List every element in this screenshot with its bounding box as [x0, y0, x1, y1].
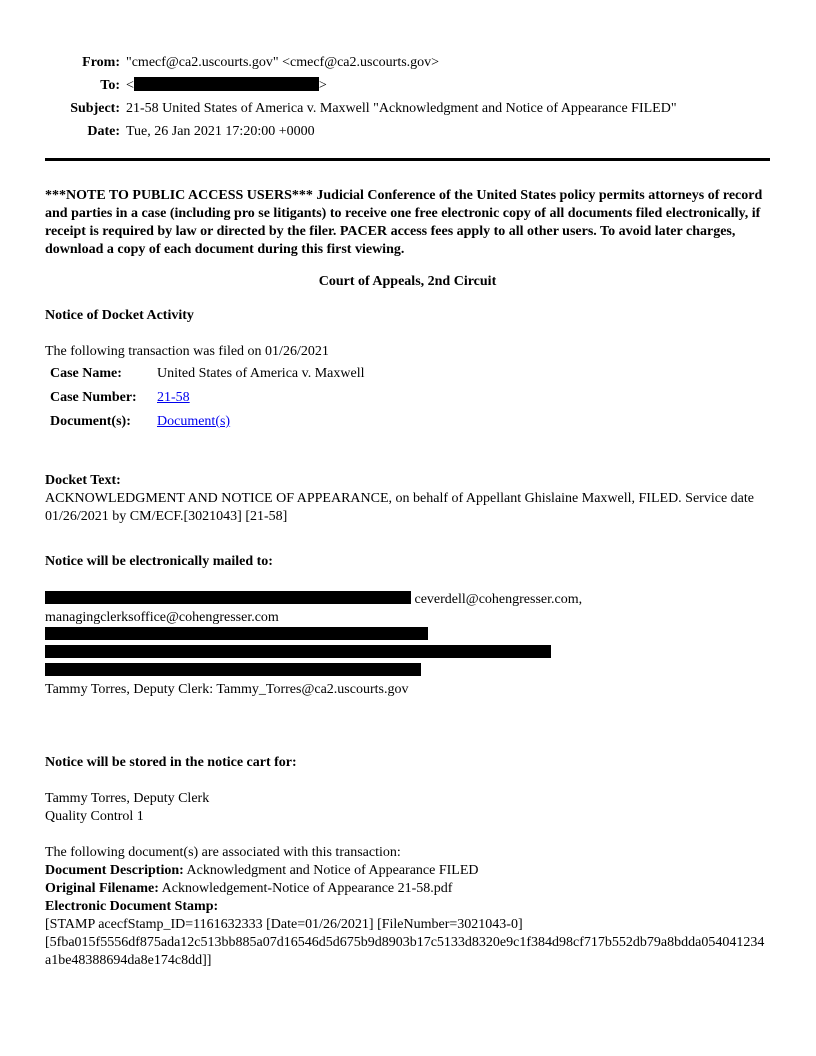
case-number-cell	[157, 386, 364, 410]
mailed-clerk-line: Tammy Torres, Deputy Clerk: Tammy_Torres@ca2.uscourts.gov	[45, 682, 409, 697]
stamp-hash: [5fba015f5556df875ada12c513bb885a07d16546d5d675b9d8903b17c5133d8320e9c1f384d98cf717b552db79a8bdda054041234a1be48388694da8e174c8dd]]	[45, 935, 765, 968]
mailed-line-5	[45, 663, 770, 681]
table-row-case-name	[45, 362, 364, 386]
cart-recipient-1: Tammy Torres, Deputy Clerk	[45, 791, 210, 806]
doc-description-label: Document Description:	[45, 863, 184, 878]
assoc-line: The following document(s) are associated with this transaction:	[45, 845, 401, 860]
orig-filename-line	[45, 880, 770, 898]
from-value: "cmecf@ca2.uscourts.gov" <cmecf@ca2.uscourts.gov>	[126, 55, 440, 70]
to-row	[45, 77, 770, 95]
redaction-bar	[45, 663, 421, 676]
documents-link[interactable]: Document(s)	[157, 414, 231, 429]
orig-filename-label: Original Filename:	[45, 881, 159, 896]
date-row	[45, 123, 770, 141]
redaction-bar	[45, 645, 551, 658]
to-close-bracket: >	[318, 78, 327, 93]
doc-description-value: Acknowledgment and Notice of Appearance FILED	[186, 863, 479, 878]
date-value: Tue, 26 Jan 2021 17:20:00 +0000	[126, 124, 315, 139]
mailed-recipients	[45, 591, 770, 699]
mailed-recipient-email: ceverdell@cohengresser.com,	[414, 592, 583, 607]
from-label: From:	[82, 55, 120, 70]
case-name-label: Case Name:	[50, 366, 122, 381]
docket-text: ACKNOWLEDGMENT AND NOTICE OF APPEARANCE, on behalf of Appellant Ghislaine Maxwell, FILED. Service date 01/26/2021 by CM/ECF.[3021043] [21-58]	[45, 491, 754, 524]
case-number-link[interactable]: 21-58	[157, 390, 190, 405]
to-open-bracket: <	[126, 78, 134, 93]
stamp-line-1: [STAMP acecfStamp_ID=1161632333 [Date=01/26/2021] [FileNumber=3021043-0]	[45, 917, 523, 932]
notice-cart-recipients	[45, 790, 770, 826]
public-access-note: ***NOTE TO PUBLIC ACCESS USERS*** Judicial Conference of the United States policy permits attorneys of record and parties in a case (including pro se litigants) to receive one free electronic copy of all documents filed electronically, if receipt is required by law or directed by the filer. PACER access fees apply to all other users. To avoid later charges, download a copy of each document during this first viewing.	[45, 188, 763, 257]
case-number-label: Case Number:	[50, 390, 137, 405]
subject-label: Subject:	[70, 101, 120, 116]
table-row-documents	[45, 410, 364, 434]
date-label: Date:	[87, 124, 120, 139]
documents-cell	[157, 410, 364, 434]
from-row	[45, 54, 770, 72]
subject-row	[45, 100, 770, 118]
case-table	[45, 362, 364, 434]
docket-text-heading: Docket Text:	[45, 473, 121, 488]
court-title: Court of Appeals, 2nd Circuit	[318, 274, 497, 289]
orig-filename-value: Acknowledgement-Notice of Appearance 21-58.pdf	[161, 881, 453, 896]
subject-value: 21-58 United States of America v. Maxwell "Acknowledgment and Notice of Appearance FILED"	[126, 101, 677, 116]
document-details	[45, 844, 770, 970]
mailed-line-2: managingclerksoffice@cohengresser.com	[45, 610, 279, 625]
mailed-line-3	[45, 627, 770, 645]
table-row-case-number	[45, 386, 364, 410]
docket-text-section	[45, 472, 770, 526]
redaction-bar-recipient	[134, 77, 319, 91]
email-header	[45, 54, 770, 141]
documents-label: Document(s):	[50, 414, 131, 429]
header-divider	[45, 158, 770, 161]
mailed-line-1	[45, 591, 770, 609]
docket-activity-heading: Notice of Docket Activity	[45, 308, 194, 323]
cart-recipient-2: Quality Control 1	[45, 809, 144, 824]
mailed-heading: Notice will be electronically mailed to:	[45, 554, 273, 569]
stamp-heading: Electronic Document Stamp:	[45, 899, 219, 914]
to-value	[126, 77, 327, 95]
redaction-bar	[45, 591, 411, 604]
to-label: To:	[100, 78, 120, 93]
transaction-line: The following transaction was filed on 01/26/2021	[45, 344, 329, 359]
notice-cart-heading: Notice will be stored in the notice cart for:	[45, 755, 297, 770]
mailed-line-4	[45, 645, 770, 663]
doc-description-line	[45, 862, 770, 880]
case-name-value: United States of America v. Maxwell	[157, 366, 365, 381]
redaction-bar	[45, 627, 428, 640]
